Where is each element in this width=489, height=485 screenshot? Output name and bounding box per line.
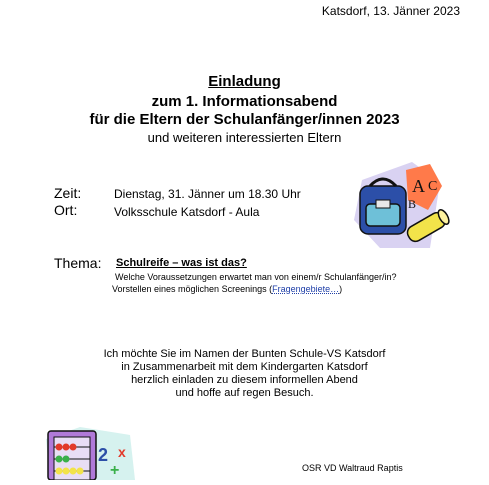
invitation-heading: Einladung xyxy=(208,73,281,90)
abacus-bead xyxy=(63,456,70,463)
abacus-bead xyxy=(77,468,84,475)
plus-sign: + xyxy=(110,462,120,479)
location-value: Volksschule Katsdorf - Aula xyxy=(114,205,260,219)
date-line: Katsdorf, 13. Jänner 2023 xyxy=(321,4,460,18)
invitation-line-2: in Zusammenarbeit mit dem Kindergarten Katsdorf xyxy=(121,361,368,373)
abacus-bead xyxy=(70,468,77,475)
invitation-line-1: Ich möchte Sie im Namen der Bunten Schule-VS Katsdorf xyxy=(103,348,386,360)
abacus-bead xyxy=(70,444,77,451)
topic-title: Schulreife – was ist das? xyxy=(116,257,247,269)
invitation-line-3: herzlich einladen zu diesem informellen Abend xyxy=(131,374,358,386)
times-sign: x xyxy=(118,444,126,460)
topic-label: Thema: xyxy=(54,255,102,271)
digit-two: 2 xyxy=(98,445,109,465)
location-label: Ort: xyxy=(54,202,78,218)
time-value: Dienstag, 31. Jänner um 18.30 Uhr xyxy=(114,187,301,201)
signature: OSR VD Waltraud Raptis xyxy=(302,463,403,473)
topic-screening xyxy=(112,284,342,294)
abacus-bead xyxy=(63,444,70,451)
abacus-bead xyxy=(56,468,63,475)
abacus-bead xyxy=(56,456,63,463)
abacus-bead xyxy=(63,468,70,475)
backpack-buckle xyxy=(376,200,390,208)
topic-question: Welche Voraussetzungen erwartet man von einem/r Schulanfänger/in? xyxy=(115,272,397,282)
screening-link[interactable]: Fragengebiete… xyxy=(272,284,340,294)
invitation-line-4: und hoffe auf regen Besuch. xyxy=(175,387,314,399)
time-label: Zeit: xyxy=(54,185,82,201)
letter-c: C xyxy=(428,179,438,194)
letter-b: B xyxy=(408,197,417,211)
abacus-math-icon xyxy=(40,427,135,485)
letter-a: A xyxy=(412,176,425,196)
abacus-bead xyxy=(56,444,63,451)
screening-prefix: Vorstellen eines möglichen Screenings ( xyxy=(112,284,273,294)
audience-title: für die Eltern der Schulanfänger/innen 2023 xyxy=(89,111,400,128)
event-title: zum 1. Informationsabend xyxy=(151,93,338,110)
school-supplies-icon xyxy=(350,160,450,255)
screening-suffix: ) xyxy=(339,284,343,294)
audience-subtitle: und weiteren interessierten Eltern xyxy=(147,130,342,145)
